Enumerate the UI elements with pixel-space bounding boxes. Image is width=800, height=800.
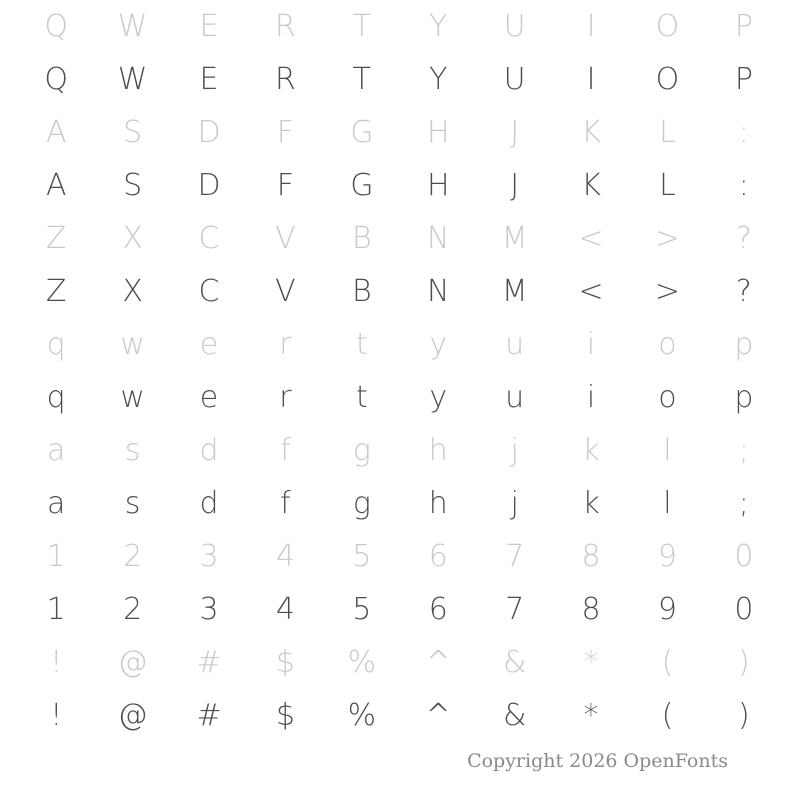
glyph-cell: ! (50, 644, 63, 680)
glyph-cell: J (510, 114, 520, 150)
glyph-cell: X (122, 220, 143, 256)
glyph-cell: < (578, 220, 604, 256)
glyph-cell: H (426, 114, 450, 150)
glyph-row (18, 265, 782, 318)
glyph-cell: S (123, 114, 143, 150)
glyph-cell: 4 (275, 538, 295, 574)
glyph-row (18, 477, 782, 530)
glyph-cell: 7 (505, 591, 525, 627)
glyph-cell: Z (45, 273, 67, 309)
glyph-row (18, 371, 782, 424)
glyph-row (18, 0, 782, 53)
glyph-cell: e (199, 326, 219, 362)
glyph-row (18, 106, 782, 159)
glyph-cell: 6 (428, 538, 448, 574)
glyph-cell: 6 (428, 591, 448, 627)
glyph-cell: Y (429, 8, 448, 44)
glyph-cell: U (503, 61, 526, 97)
glyph-cell: ; (738, 432, 749, 468)
glyph-cell: K (581, 114, 601, 150)
glyph-cell: ! (50, 697, 63, 733)
glyph-row (18, 318, 782, 371)
glyph-cell: a (47, 432, 66, 468)
glyph-cell: 5 (352, 591, 372, 627)
glyph-row (18, 636, 782, 689)
glyph-cell: 3 (199, 538, 219, 574)
glyph-cell: 2 (123, 591, 143, 627)
glyph-cell: * (583, 697, 599, 733)
glyph-cell: W (117, 61, 148, 97)
glyph-cell: ) (738, 644, 750, 680)
glyph-cell: F (276, 114, 295, 150)
glyph-row (18, 583, 782, 636)
glyph-cell: & (502, 697, 527, 733)
glyph-row (18, 689, 782, 742)
glyph-cell: h (428, 485, 448, 521)
glyph-cell: X (122, 273, 143, 309)
glyph-cell: ^ (425, 697, 451, 733)
glyph-cell: > (654, 220, 681, 256)
glyph-cell: 3 (199, 591, 219, 627)
glyph-row (18, 424, 782, 477)
glyph-cell: 9 (657, 591, 677, 627)
glyph-cell: D (197, 114, 221, 150)
glyph-cell: @ (117, 697, 148, 733)
glyph-cell: y (429, 326, 448, 362)
glyph-cell: T (352, 8, 371, 44)
glyph-cell: p (734, 379, 754, 415)
glyph-cell: ^ (425, 644, 451, 680)
glyph-cell: V (275, 273, 296, 309)
glyph-cell: 8 (581, 591, 601, 627)
glyph-row (18, 53, 782, 106)
glyph-cell: o (658, 379, 677, 415)
glyph-cell: > (654, 273, 681, 309)
glyph-cell: $ (275, 644, 295, 680)
glyph-cell: t (355, 379, 368, 415)
glyph-cell: j (510, 485, 519, 521)
glyph-cell: s (124, 432, 141, 468)
glyph-cell: < (578, 273, 604, 309)
glyph-cell: G (350, 114, 374, 150)
glyph-cell: f (280, 432, 291, 468)
glyph-cell: 2 (123, 538, 143, 574)
glyph-cell: J (510, 167, 520, 203)
glyph-cell: q (46, 379, 66, 415)
glyph-cell: R (274, 8, 296, 44)
glyph-cell: 8 (581, 538, 601, 574)
glyph-cell: F (276, 167, 295, 203)
glyph-cell: I (586, 61, 596, 97)
glyph-cell: g (352, 432, 371, 468)
glyph-cell: ; (738, 485, 749, 521)
glyph-cell: O (655, 61, 680, 97)
glyph-cell: i (586, 379, 596, 415)
glyph-cell: 4 (275, 591, 295, 627)
glyph-cell: 0 (734, 591, 754, 627)
glyph-cell: u (505, 379, 525, 415)
glyph-cell: R (274, 61, 296, 97)
glyph-cell: ( (661, 644, 674, 680)
glyph-cell: ( (661, 697, 674, 733)
glyph-cell: Q (44, 61, 69, 97)
glyph-cell: p (734, 326, 754, 362)
glyph-cell: f (280, 485, 291, 521)
glyph-cell: r (279, 379, 292, 415)
glyph-cell: r (279, 326, 292, 362)
glyph-cell: i (586, 326, 596, 362)
copyright-notice: Copyright 2026 OpenFonts (467, 750, 728, 772)
glyph-cell: d (199, 485, 219, 521)
glyph-cell: K (581, 167, 601, 203)
glyph-cell: 1 (46, 538, 66, 574)
glyph-cell: d (199, 432, 219, 468)
glyph-cell: C (198, 220, 220, 256)
glyph-cell: j (510, 432, 519, 468)
glyph-cell: ? (735, 220, 752, 256)
glyph-cell: l (663, 485, 672, 521)
glyph-cell: I (586, 8, 596, 44)
glyph-cell: N (427, 220, 450, 256)
glyph-cell: B (352, 220, 372, 256)
glyph-cell: D (197, 167, 221, 203)
glyph-cell: N (427, 273, 450, 309)
glyph-cell: : (738, 167, 749, 203)
glyph-cell: 1 (46, 591, 66, 627)
glyph-cell: k (582, 485, 600, 521)
glyph-cell: 9 (657, 538, 677, 574)
glyph-cell: Z (45, 220, 67, 256)
glyph-cell: a (47, 485, 66, 521)
glyph-cell: M (501, 220, 528, 256)
glyph-cell: & (502, 644, 527, 680)
glyph-cell: B (352, 273, 372, 309)
glyph-cell: L (659, 114, 676, 150)
glyph-cell: V (275, 220, 296, 256)
glyph-cell: h (428, 432, 448, 468)
glyph-cell: o (658, 326, 677, 362)
glyph-cell: A (45, 167, 67, 203)
glyph-cell: % (347, 697, 377, 733)
glyph-cell: O (655, 8, 680, 44)
glyph-cell: e (199, 379, 219, 415)
glyph-cell: W (117, 8, 148, 44)
glyph-cell: Y (429, 61, 448, 97)
glyph-cell: w (120, 379, 145, 415)
glyph-cell: % (347, 644, 377, 680)
glyph-row (18, 159, 782, 212)
glyph-cell: # (196, 697, 222, 733)
glyph-cell: Q (44, 8, 69, 44)
glyph-cell: L (659, 167, 676, 203)
glyph-cell: C (198, 273, 220, 309)
glyph-cell: t (355, 326, 368, 362)
glyph-cell: $ (275, 697, 295, 733)
glyph-row (18, 212, 782, 265)
glyph-cell: U (503, 8, 526, 44)
glyph-cell: * (583, 644, 599, 680)
glyph-cell: G (350, 167, 374, 203)
glyph-cell: y (429, 379, 448, 415)
glyph-cell: 0 (734, 538, 754, 574)
glyph-row (18, 530, 782, 583)
glyph-cell: w (120, 326, 145, 362)
glyph-cell: s (124, 485, 141, 521)
glyph-cell: 5 (352, 538, 372, 574)
glyph-cell: ? (735, 273, 752, 309)
glyph-cell: l (663, 432, 672, 468)
glyph-cell: S (123, 167, 143, 203)
glyph-cell: q (46, 326, 66, 362)
glyph-cell: T (352, 61, 371, 97)
glyph-cell: @ (117, 644, 148, 680)
glyph-cell: M (501, 273, 528, 309)
glyph-cell: g (352, 485, 371, 521)
glyph-cell: ) (738, 697, 750, 733)
glyph-cell: P (734, 8, 753, 44)
glyph-cell: # (196, 644, 222, 680)
glyph-cell: k (582, 432, 600, 468)
glyph-cell: E (199, 61, 219, 97)
glyph-cell: H (426, 167, 450, 203)
glyph-cell: u (505, 326, 525, 362)
glyph-cell: : (738, 114, 749, 150)
glyph-cell: 7 (505, 538, 525, 574)
glyph-cell: A (45, 114, 67, 150)
glyph-cell: E (199, 8, 219, 44)
glyph-cell: P (734, 61, 753, 97)
